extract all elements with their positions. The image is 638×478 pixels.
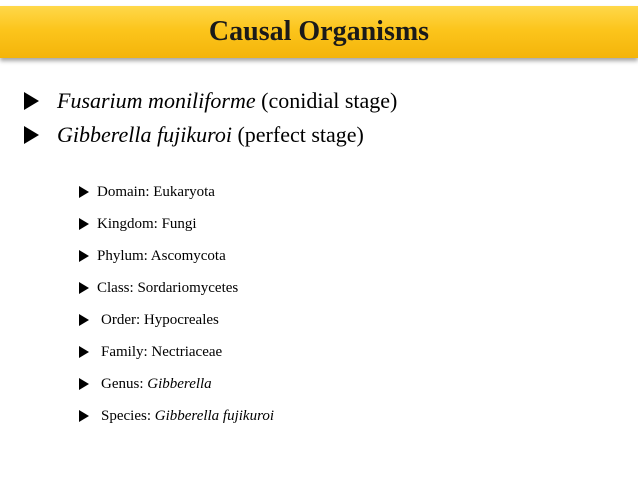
arrow-bullet-icon [79,378,89,390]
taxonomy-species [79,400,274,432]
taxonomy-genus [79,368,274,400]
list-item [24,118,397,152]
taxonomy-order [79,304,274,336]
title-bar [0,6,638,58]
organism-stage: (perfect stage) [231,122,364,147]
taxonomy-domain [79,176,274,208]
organism-stage: (conidial stage) [255,88,398,113]
taxonomy-value: Eukaryota [153,184,215,200]
arrow-bullet-icon [24,126,39,144]
arrow-bullet-icon [24,92,39,110]
organism-name: Fusarium moniliforme [57,88,256,113]
organism-list [24,84,397,152]
taxonomy-label: Species: [101,408,155,424]
arrow-bullet-icon [79,218,89,230]
arrow-bullet-icon [79,250,89,262]
taxonomy-label: Kingdom: [97,216,162,232]
taxonomy-label: Class: [97,280,138,296]
taxonomy-family [79,336,274,368]
arrow-bullet-icon [79,346,89,358]
list-item [24,84,397,118]
slide-title: Causal Organisms [208,16,430,47]
taxonomy-value: Gibberella fujikuroi [154,408,275,424]
organism-name: Gibberella fujikuroi [57,122,232,147]
taxonomy-value: Sordariomycetes [137,280,239,296]
taxonomy-value: Gibberella [147,376,212,392]
taxonomy-list [79,176,274,432]
taxonomy-phylum [79,240,274,272]
taxonomy-value: Nectriaceae [151,344,223,360]
arrow-bullet-icon [79,410,89,422]
taxonomy-label: Genus: [101,376,148,392]
taxonomy-value: Ascomycota [150,248,226,264]
arrow-bullet-icon [79,282,89,294]
taxonomy-class [79,272,274,304]
taxonomy-label: Phylum: [97,248,151,264]
taxonomy-label: Family: [101,344,152,360]
taxonomy-value: Fungi [161,216,197,232]
taxonomy-value: Hypocreales [143,312,219,328]
taxonomy-label: Order: [101,312,144,328]
arrow-bullet-icon [79,314,89,326]
arrow-bullet-icon [79,186,89,198]
taxonomy-label: Domain: [97,184,154,200]
taxonomy-kingdom [79,208,274,240]
